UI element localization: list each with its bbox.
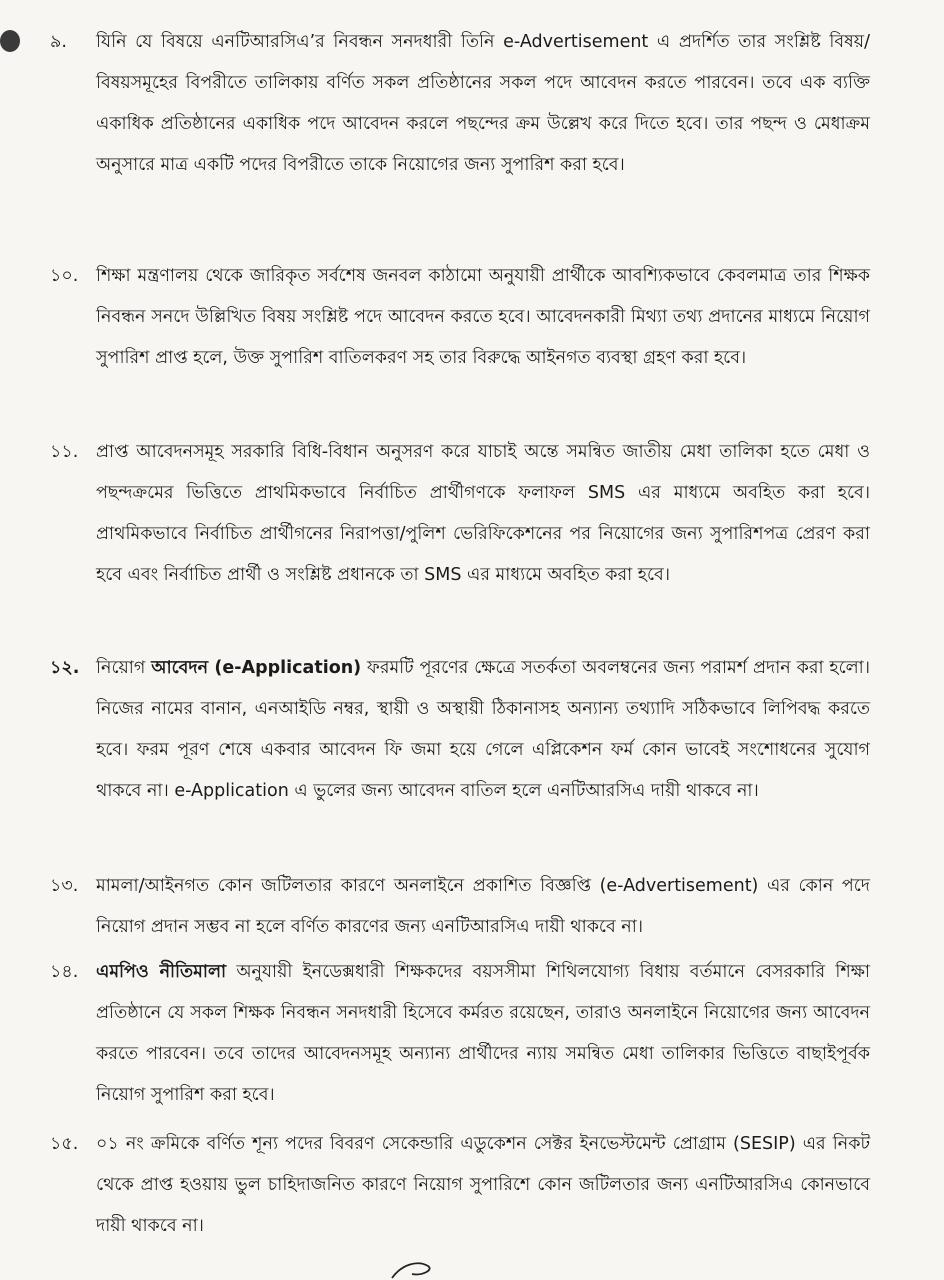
clause-number: ১৪. [50, 962, 79, 982]
clause-number: ১৫. [50, 1134, 79, 1154]
clause-15 [50, 1124, 870, 1247]
clause-text: ০১ নং ক্রমিকে বর্ণিত শূন্য পদের বিবরণ সেকেন্ডারি এডুকেশন সেক্টর ইনভেস্টমেন্ট প্রোগ্রাম (SESIP) এর নিকট থেকে প্রাপ্ত হওয়ায় ভুল চাহিদাজনিত কারণে নিয়োগ সুপারিশে কোন জটিলতার জন্য এনটিআরসিএ কোনভাবে দায়ী থাকবে না। [96, 1134, 870, 1236]
clause-number: ১৩. [50, 876, 79, 896]
clause-rest-text: ফরমটি পূরণের ক্ষেত্রে সতর্কতা অবলম্বনের জন্য পরামর্শ প্রদান করা হলো। নিজের নামের বানান, এনআইডি নম্বর, স্থায়ী ও অস্থায়ী ঠিকানাসহ অন্যান্য তথ্যাদি সঠিকভাবে লিপিবদ্ধ করতে হবে। ফরম পূরণ শেষে একবার আবেদন ফি জমা হয়ে গেলে এপ্লিকেশন ফর্ম কোন ভাবেই সংশোধনের সুযোগ থাকবে না। e-Application এ ভুলের জন্য আবেদন বাতিল হলে এনটিআরসিএ দায়ী থাকবে না। [96, 658, 870, 801]
clause-text [96, 952, 870, 1116]
clause-rest-text: অনুযায়ী ইনডেক্সধারী শিক্ষকদের বয়সসীমা শিথিলযোগ্য বিধায় বর্তমানে বেসরকারি শিক্ষা প্রতিষ্ঠানে যে সকল শিক্ষক নিবন্ধন সনদধারী হিসেবে কর্মরত রয়েছেন, তারাও অনলাইনে নিয়োগের জন্য আবেদন করতে পারবেন। তবে তাদের আবেদনসমূহ অন্যান্য প্রার্থীদের ন্যায় সমন্বিত মেধা তালিকার ভিত্তিতে বাছাইপূর্বক নিয়োগ সুপারিশ করা হবে। [96, 962, 870, 1105]
initials-mark-icon [388, 1258, 448, 1280]
clause-text: শিক্ষা মন্ত্রণালয় থেকে জারিকৃত সর্বশেষ জনবল কাঠামো অনুযায়ী প্রার্থীকে আবশ্যিকভাবে কেবলমাত্র তার শিক্ষক নিবন্ধন সনদে উল্লিখিত বিষয় সংশ্লিষ্ট পদে আবেদন করতে হবে। আবেদনকারী মিথ্যা তথ্য প্রদানের মাধ্যমে নিয়োগ সুপারিশ প্রাপ্ত হলে, উক্ত সুপারিশ বাতিলকরণ সহ তার বিরুদ্ধে আইনগত ব্যবস্থা গ্রহণ করা হবে। [96, 266, 870, 368]
clause-text: মামলা/আইনগত কোন জটিলতার কারণে অনলাইনে প্রকাশিত বিজ্ঞপ্তি (e-Advertisement) এর কোন পদে নিয়োগ প্রদান সম্ভব না হলে বর্ণিত কারণের জন্য এনটিআরসিএ দায়ী থাকবে না। [96, 876, 870, 937]
clause-lead-text: নিয়োগ [96, 658, 152, 678]
clause-bold-term: আবেদন (e-Application) [151, 658, 362, 678]
clause-number: ১২. [50, 658, 80, 678]
clause-11 [50, 432, 870, 596]
clause-number: ১১. [50, 442, 79, 462]
clause-text [96, 648, 870, 812]
clause-text: প্রাপ্ত আবেদনসমূহ সরকারি বিধি-বিধান অনুসরণ করে যাচাই অন্তে সমন্বিত জাতীয় মেধা তালিকা হতে মেধা ও পছন্দক্রমের ভিত্তিতে প্রাথমিকভাবে নির্বাচিত প্রার্থীগণকে ফলাফল SMS এর মাধ্যমে অবহিত করা হবে। প্রাথমিকভাবে নির্বাচিত প্রার্থীগনের নিরাপত্তা/পুলিশ ভেরিফিকেশনের পর নিয়োগের জন্য সুপারিশপত্র প্রেরণ করা হবে এবং নির্বাচিত প্রার্থী ও সংশ্লিষ্ট প্রধানকে তা SMS এর মাধ্যমে অবহিত করা হবে। [96, 442, 870, 585]
clause-10 [50, 256, 870, 379]
clause-text: যিনি যে বিষয়ে এনটিআরসিএ’র নিবন্ধন সনদধারী তিনি e-Advertisement এ প্রদর্শিত তার সংশ্লিষ্ট বিষয়/বিষয়সমূহের বিপরীতে তালিকায় বর্ণিত সকল প্রতিষ্ঠানের সকল পদে আবেদন করতে পারবেন। তবে এক ব্যক্তি একাধিক প্রতিষ্ঠানের একাধিক পদে আবেদন করলে পছন্দের ক্রম উল্লেখ করে দিতে হবে। তার পছন্দ ও মেধাক্রম অনুসারে মাত্র একটি পদের বিপরীতে তাকে নিয়োগের জন্য সুপারিশ করা হবে। [96, 32, 870, 175]
clause-12 [50, 648, 870, 812]
clause-14 [50, 952, 870, 1116]
clause-number: ১০. [50, 266, 79, 286]
clause-13 [50, 866, 870, 948]
clause-bold-term: এমপিও নীতিমালা [96, 962, 227, 982]
clause-number: ৯. [50, 32, 67, 52]
clause-9 [50, 22, 870, 186]
punch-hole-mark [0, 30, 20, 52]
